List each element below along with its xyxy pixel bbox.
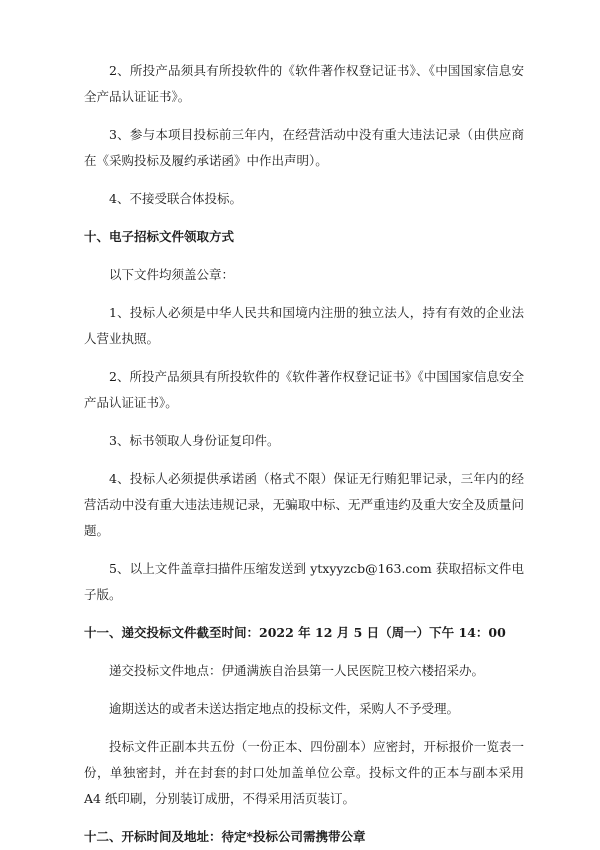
- section-heading-10: 十、电子招标文件领取方式: [84, 229, 235, 244]
- paragraph-4: 以下文件均须盖公章：: [109, 267, 235, 282]
- paragraph-11: 逾期送达的或者未送达指定地点的投标文件，采购人不予受理。: [109, 701, 460, 716]
- section-heading-11: 十一、递交投标文件截至时间：2022 年 12 月 5 日（周一）下午 14：00: [84, 625, 506, 640]
- paragraph-5: 1、投标人必须是中华人民共和国境内注册的独立法人，持有有效的企业法人营业执照。: [84, 305, 524, 346]
- paragraph-2: 3、参与本项目投标前三年内，在经营活动中没有重大违法记录（由供应商在《采购投标及履约承诺函》中作出声明）。: [84, 127, 524, 168]
- paragraph-10: 递交投标文件地点：伊通满族自治县第一人民医院卫校六楼招采办。: [109, 663, 485, 678]
- section-heading-12: 十二、开标时间及地址：待定*投标公司需携带公章: [84, 829, 366, 844]
- paragraph-8: 4、投标人必须提供承诺函（格式不限）保证无行贿犯罪记录，三年内的经营活动中没有重大违法违规记录，无骗取中标、无严重违约及重大安全及质量问题。: [84, 471, 524, 538]
- paragraph-3: 4、不接受联合体投标。: [109, 191, 242, 206]
- paragraph-12: 投标文件正副本共五份（一份正本、四份副本）应密封，开标报价一览表一份，单独密封，并在封套的封口处加盖单位公章。投标文件的正本与副本采用 A4 纸印刷，分别装订成册，不得采用活页装订。: [84, 739, 524, 806]
- paragraph-1: 2、所投产品须具有所投软件的《软件著作权登记证书》、《中国国家信息安全产品认证证书》。: [84, 63, 524, 104]
- paragraph-6: 2、所投产品须具有所投软件的《软件著作权登记证书》《中国国家信息安全产品认证证书》。: [84, 369, 524, 410]
- paragraph-9: 5、以上文件盖章扫描件压缩发送到 ytxyyzcb@163.com 获取招标文件电子版。: [84, 561, 524, 602]
- paragraph-7: 3、标书领取人身份证复印件。: [109, 433, 280, 448]
